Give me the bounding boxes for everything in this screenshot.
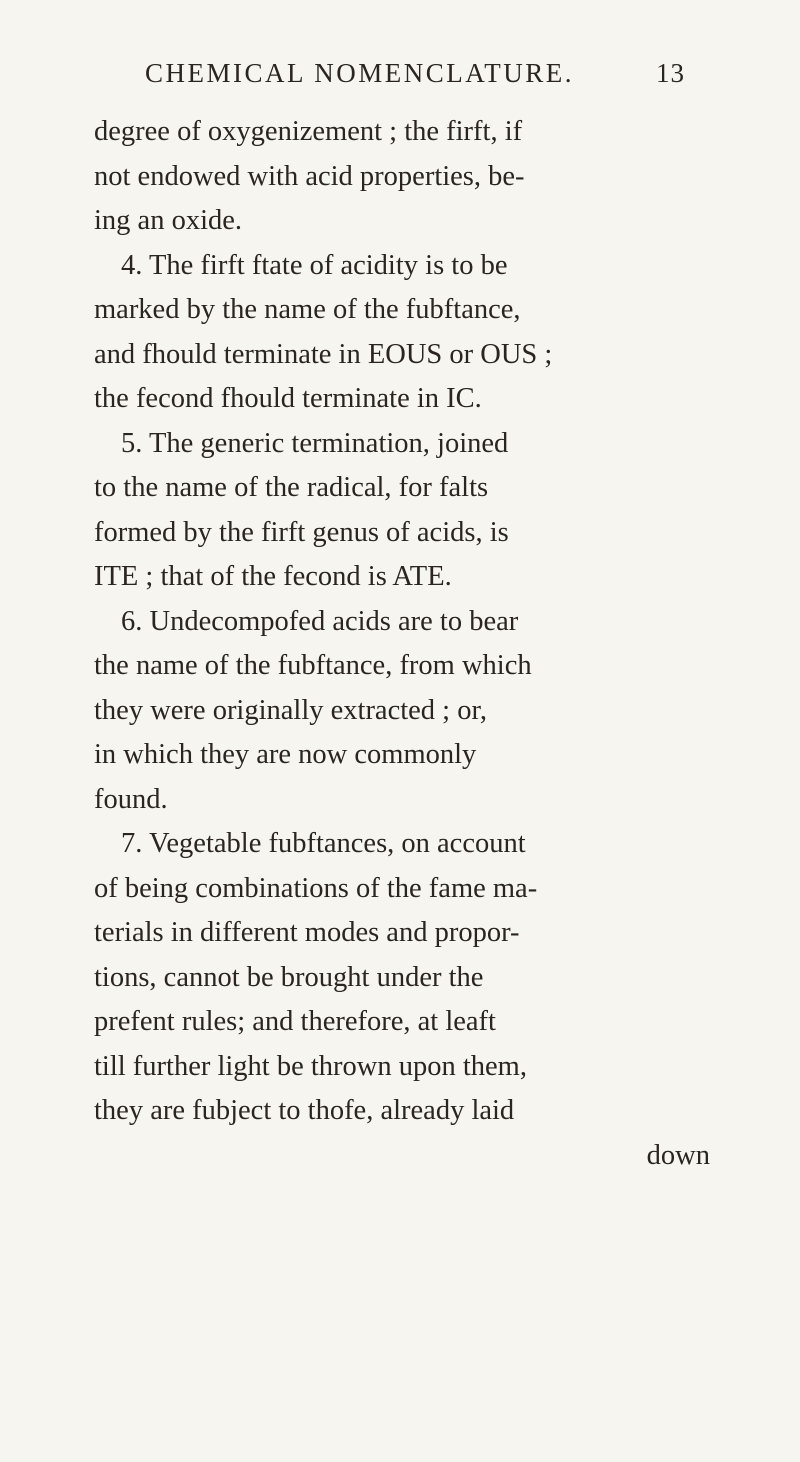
text-line: they are fubject to thofe, already laid xyxy=(94,1095,515,1126)
text-line: till further light be thrown upon them, xyxy=(94,1050,527,1082)
text-line: formed by the firft genus of acids, is xyxy=(94,516,509,548)
text-line: the fecond fhould terminate in IC. xyxy=(94,383,482,414)
text-line: degree of oxygenizement ; the firft, if xyxy=(94,116,523,147)
text-line: not endowed with acid properties, be- xyxy=(94,160,525,192)
running-head-title: CHEMICAL NOMENCLATURE. xyxy=(145,58,574,88)
text-line: terials in different modes and propor- xyxy=(94,917,520,948)
text-line: to the name of the radical, for falts xyxy=(94,472,489,503)
text-line: in which they are now commonly xyxy=(94,739,477,770)
paragraph-4-start: 4. The firft ftate of acidity is to be xyxy=(121,249,508,281)
text-line: ing an oxide. xyxy=(94,205,243,236)
text-line: marked by the name of the fubftance, xyxy=(94,294,521,325)
text-line: the name of the fubftance, from which xyxy=(94,650,532,681)
paragraph-6-start: 6. Undecompofed acids are to bear xyxy=(121,605,519,637)
body-text xyxy=(94,110,714,1178)
text-line: tions, cannot be brought under the xyxy=(94,961,484,993)
page-number: 13 xyxy=(656,58,685,88)
text-line: of being combinations of the fame ma- xyxy=(94,872,538,904)
catchword: down xyxy=(646,1139,710,1171)
paragraph-5-start: 5. The generic termination, joined xyxy=(121,427,509,459)
text-line: and fhould terminate in EOUS or OUS ; xyxy=(94,338,553,370)
text-line: ITE ; that of the fecond is ATE. xyxy=(94,561,452,592)
text-line: they were originally extracted ; or, xyxy=(94,694,487,726)
text-line: prefent rules; and therefore, at leaft xyxy=(94,1006,496,1037)
text-line: found. xyxy=(94,783,168,815)
running-head xyxy=(145,58,685,89)
paragraph-7-start: 7. Vegetable fubftances, on account xyxy=(121,828,526,859)
